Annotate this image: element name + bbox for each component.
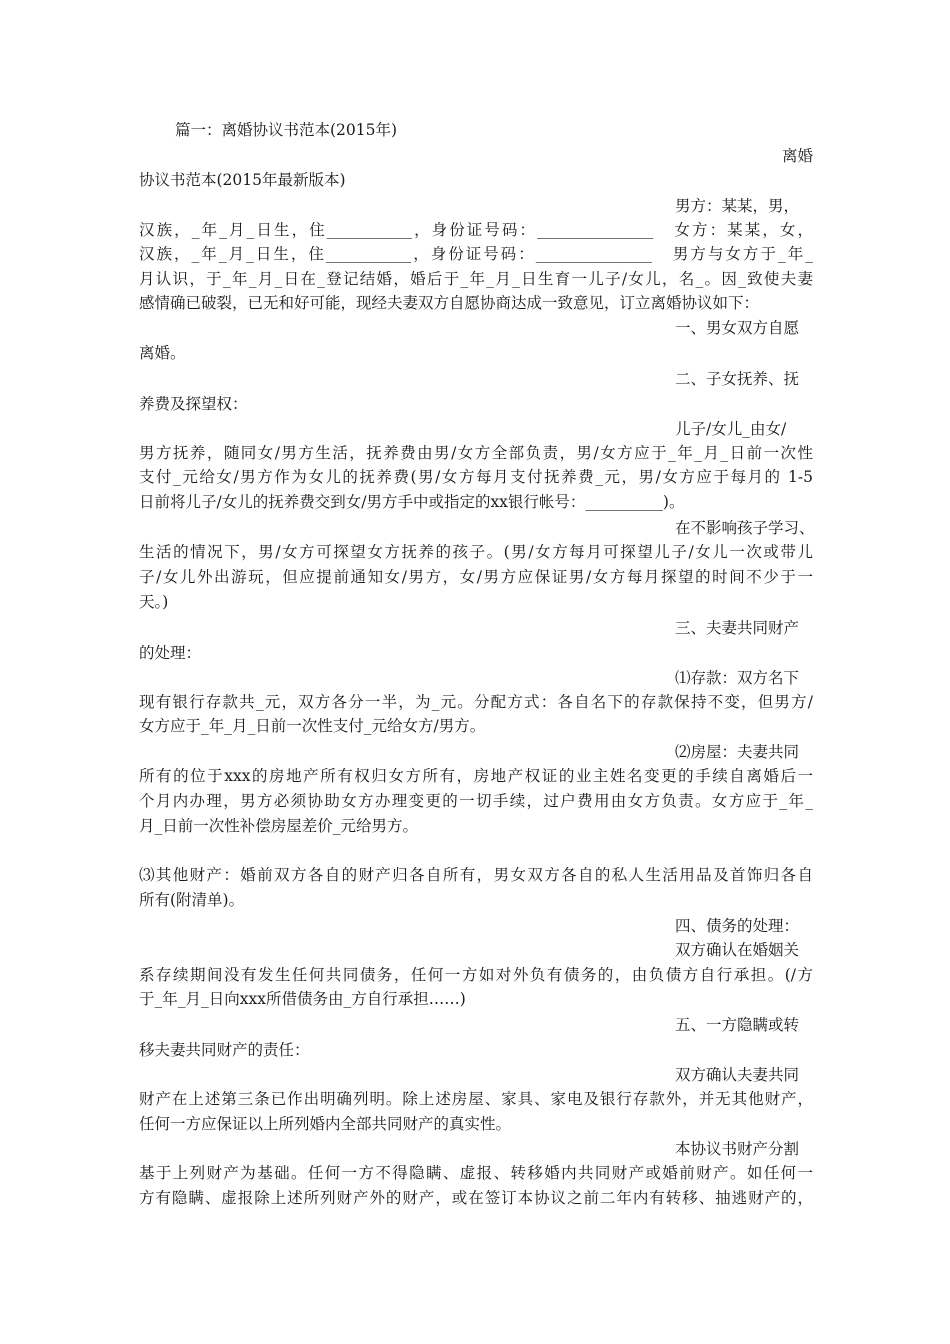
text-line: 四、债务的处理： xyxy=(675,917,800,935)
text-line: 基于上列财产为基础。任何一方不得隐瞒、虚报、转移婚内共同财产或婚前财产。如任何一 xyxy=(139,1164,813,1182)
text-line: 方有隐瞒、虚报除上述所列财产外的财产，或在签订本协议之前二年内有转移、抽逃财产的， xyxy=(139,1189,813,1207)
text-line: 五、一方隐瞒或转 xyxy=(675,1016,800,1034)
text-line: 所有的位于xxx的房地产所有权归女方所有，房地产权证的业主姓名变更的手续自离婚后一 xyxy=(139,767,813,785)
text-line: 一、男女双方自愿 xyxy=(675,319,800,337)
document-title: 篇一：离婚协议书范本(2015年) xyxy=(175,121,398,139)
text-line: 日前将儿子/女儿的抚养费交到女/男方手中或指定的xx银行帐号：__________)。 xyxy=(139,493,685,511)
text-line: 任何一方应保证以上所列婚内全部共同财产的真实性。 xyxy=(139,1115,512,1133)
text-line: 离婚。 xyxy=(139,344,186,362)
text-line: 三、夫妻共同财产 xyxy=(675,619,800,637)
text-line: ⑵房屋：夫妻共同 xyxy=(675,743,800,761)
text-line: 本协议书财产分割 xyxy=(675,1140,800,1158)
text-line: 儿子/女儿_由女/ xyxy=(675,420,787,438)
text-line: 生活的情况下，男/女方可探望女方抚养的孩子。(男/女方每月可探望儿子/女儿一次或带儿 xyxy=(139,543,813,561)
text-line: 子/女儿外出游玩，但应提前通知女/男方，女/男方应保证男/女方每月探望的时间不少于一 xyxy=(139,568,813,586)
text-line: 汉族，_年_月_日生，住___________，身份证号码：_______________ 男方与女方于_年_ xyxy=(139,245,813,263)
text-line: 汉族，_年_月_日生，住___________，身份证号码：_______________ 女方：某某，女， xyxy=(139,221,813,239)
text-line: 男方：某某，男， xyxy=(675,197,800,215)
text-line: 男方抚养，随同女/男方生活，抚养费由男/女方全部负责，男/女方应于_年_月_日前一次性 xyxy=(139,444,813,462)
text-line: 系存续期间没有发生任何共同债务，任何一方如对外负有债务的，由负债方自行承担。(/方 xyxy=(139,966,813,984)
text-line: 感情确已破裂，已无和好可能，现经夫妻双方自愿协商达成一致意见，订立离婚协议如下： xyxy=(139,294,760,312)
text-line: 现有银行存款共_元，双方各分一半，为_元。分配方式：各自名下的存款保持不变，但男方/ xyxy=(139,693,813,711)
text-line: 天。) xyxy=(139,593,169,611)
text-line: ⑴存款：双方名下 xyxy=(675,669,800,687)
text-line: 移夫妻共同财产的责任： xyxy=(139,1041,310,1059)
text-line: 二、子女抚养、抚 xyxy=(675,370,800,388)
text-line: 个月内办理，男方必须协助女方办理变更的一切手续，过户费用由女方负责。女方应于_年_ xyxy=(139,792,813,810)
text-line: 于_年_月_日向xxx所借债务由_方自行承担……) xyxy=(139,990,466,1008)
text-line: 月_日前一次性补偿房屋差价_元给男方。 xyxy=(139,817,419,835)
text-line: 在不影响孩子学习、 xyxy=(675,519,815,537)
text-line: 财产在上述第三条已作出明确列明。除上述房屋、家具、家电及银行存款外，并无其他财产， xyxy=(139,1090,813,1108)
text-line: 离婚 xyxy=(781,147,813,165)
text-line: 月认识，于_年_月_日在_登记结婚，婚后于_年_月_日生育一儿子/女儿，名_。因_致使夫妻 xyxy=(139,270,813,288)
text-line: 的处理： xyxy=(139,644,202,662)
text-line: 养费及探望权： xyxy=(139,395,248,413)
text-line: ⑶其他财产：婚前双方各自的财产归各自所有，男女双方各自的私人生活用品及首饰归各自 xyxy=(139,866,813,884)
text-line: 双方确认在婚姻关 xyxy=(675,941,800,959)
text-line: 双方确认夫妻共同 xyxy=(675,1066,800,1084)
text-line: 协议书范本(2015年最新版本) xyxy=(139,171,346,189)
text-line: 女方应于_年_月_日前一次性支付_元给女方/男方。 xyxy=(139,717,486,735)
text-line: 支付_元给女/男方作为女儿的抚养费(男/女方每月支付抚养费_元，男/女方应于每月的 1-5 xyxy=(139,468,813,486)
text-line: 所有(附清单)。 xyxy=(139,891,245,909)
